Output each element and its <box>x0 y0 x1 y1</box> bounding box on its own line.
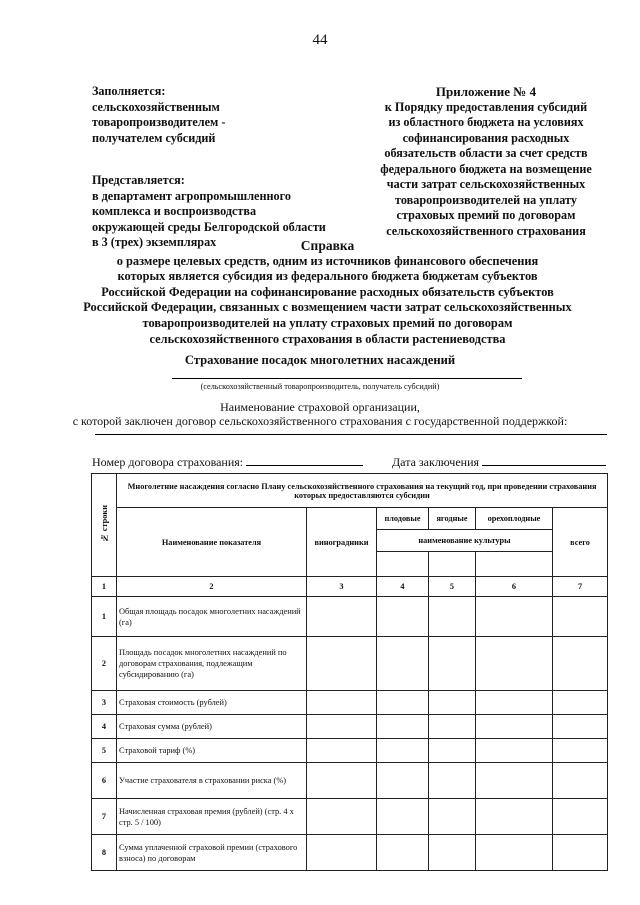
table-row <box>92 799 608 835</box>
contract-number-label: Номер договора страхования: <box>92 455 244 469</box>
value-cell[interactable] <box>476 799 553 835</box>
col-number: 3 <box>307 577 377 597</box>
value-cell[interactable] <box>476 691 553 715</box>
table-row <box>92 715 608 739</box>
table-row <box>92 763 608 799</box>
certificate-line: сельскохозяйственного страхования в области растениеводства <box>149 331 506 346</box>
value-cell[interactable] <box>307 739 377 763</box>
col-number: 4 <box>377 577 429 597</box>
row-label: Страховая сумма (рублей) <box>117 715 307 739</box>
appendix-line: из областного бюджета на условиях <box>388 115 584 129</box>
certificate-title: Справка <box>300 238 355 253</box>
value-cell[interactable] <box>476 597 553 637</box>
value-cell[interactable] <box>377 799 429 835</box>
value-cell[interactable] <box>476 763 553 799</box>
value-cell[interactable] <box>429 739 476 763</box>
row-no: 1 <box>92 597 117 637</box>
appendix-line: сельскохозяйственного страхования <box>386 223 586 238</box>
value-cell[interactable] <box>307 691 377 715</box>
insurance-title: Страхование посадок многолетних насаждений <box>184 353 456 367</box>
value-cell[interactable] <box>377 739 429 763</box>
row-label: Общая площадь посадок многолетних насаждений (га) <box>117 597 307 637</box>
col-number: 5 <box>429 577 476 597</box>
col-number: 2 <box>117 577 307 597</box>
value-cell[interactable] <box>429 597 476 637</box>
page-number: 44 <box>312 32 328 48</box>
submitted-line: в департамент агропромышленного <box>92 188 291 203</box>
value-cell[interactable] <box>377 835 429 871</box>
value-cell[interactable] <box>377 691 429 715</box>
conclusion-date-row <box>392 455 606 470</box>
value-cell[interactable] <box>429 835 476 871</box>
value-cell[interactable] <box>429 799 476 835</box>
certificate-line: Российской Федерации на софинансирование расходных обязательств субъектов <box>101 284 554 299</box>
appendix-line: обязательств области за счет средств <box>384 146 588 160</box>
value-cell[interactable] <box>553 597 608 637</box>
crop-name-cell[interactable] <box>377 552 429 577</box>
conclusion-date-field[interactable] <box>482 455 606 466</box>
vineyards-header: виноградники <box>307 508 377 577</box>
filled-by-line: Заполняется: <box>92 84 166 98</box>
filled-by-line: получателем субсидий <box>92 130 216 145</box>
org-fill-line[interactable] <box>95 434 607 435</box>
fruit-header: плодовые <box>377 508 429 530</box>
org-sub-label: с которой заключен договор сельскохозяйственного страхования с государственной поддержкой: <box>72 414 568 428</box>
value-cell[interactable] <box>553 691 608 715</box>
value-cell[interactable] <box>307 715 377 739</box>
row-no: 5 <box>92 739 117 763</box>
submitted-line: в 3 (трех) экземплярах <box>92 235 217 249</box>
row-label: Страховой тариф (%) <box>117 739 307 763</box>
row-no: 4 <box>92 715 117 739</box>
submitted-line: Представляется: <box>92 173 185 187</box>
certificate-line: товаропроизводителей на уплату страховых премий по договорам <box>142 315 513 330</box>
appendix-line: части затрат сельскохозяйственных <box>386 177 586 191</box>
producer-fill-line[interactable] <box>172 378 522 379</box>
value-cell[interactable] <box>553 799 608 835</box>
berry-header: ягодные <box>429 508 476 530</box>
row-label: Площадь посадок многолетних насаждений по договорам страхования, подлежащим субсидированию (га) <box>117 637 307 691</box>
subsidy-table <box>91 473 608 871</box>
filled-by-line: товаропроизводителем - <box>92 115 226 129</box>
table-row <box>92 739 608 763</box>
value-cell[interactable] <box>553 763 608 799</box>
value-cell[interactable] <box>553 715 608 739</box>
value-cell[interactable] <box>429 637 476 691</box>
value-cell[interactable] <box>429 763 476 799</box>
total-header: всего <box>553 508 608 577</box>
value-cell[interactable] <box>377 715 429 739</box>
table-row <box>92 637 608 691</box>
crop-name-cell[interactable] <box>429 552 476 577</box>
value-cell[interactable] <box>377 637 429 691</box>
row-number-header: № строки <box>92 474 117 577</box>
value-cell[interactable] <box>377 597 429 637</box>
crop-name-header: наименование культуры <box>377 530 553 552</box>
value-cell[interactable] <box>377 763 429 799</box>
indicator-header: Наименование показателя <box>117 508 307 577</box>
row-label: Участие страхователя в страховании риска (%) <box>117 763 307 799</box>
right-header <box>358 84 614 239</box>
row-label: Страховая стоимость (рублей) <box>117 691 307 715</box>
filled-by-line: сельскохозяйственным <box>92 99 220 114</box>
value-cell[interactable] <box>476 739 553 763</box>
certificate-line: о размере целевых средств, одним из источников финансового обеспечения <box>116 253 539 268</box>
row-label: Сумма уплаченной страховой премии (страхового взноса) по договорам <box>117 835 307 871</box>
value-cell[interactable] <box>307 597 377 637</box>
value-cell[interactable] <box>307 763 377 799</box>
row-no: 6 <box>92 763 117 799</box>
table-row <box>92 597 608 637</box>
row-no: 2 <box>92 637 117 691</box>
value-cell[interactable] <box>307 835 377 871</box>
col-number: 7 <box>553 577 608 597</box>
table-row <box>92 835 608 871</box>
appendix-title: Приложение № 4 <box>435 84 537 99</box>
crop-name-cell[interactable] <box>476 552 553 577</box>
row-label: Начисленная страховая премия (рублей) (стр. 4 х стр. 5 / 100) <box>117 799 307 835</box>
row-no: 7 <box>92 799 117 835</box>
submitted-line: окружающей среды Белгородской области <box>92 219 326 234</box>
submitted-line: комплекса и воспроизводства <box>92 204 257 218</box>
appendix-line: софинансирования расходных <box>402 130 570 145</box>
value-cell[interactable] <box>429 715 476 739</box>
table-row <box>92 691 608 715</box>
producer-caption: (сельскохозяйственный товаропроизводитель, получатель субсидий) <box>200 382 440 391</box>
value-cell[interactable] <box>476 715 553 739</box>
col-number: 1 <box>92 577 117 597</box>
value-cell[interactable] <box>476 835 553 871</box>
value-cell[interactable] <box>307 637 377 691</box>
contract-number-field[interactable] <box>246 455 363 466</box>
certificate-line: которых является субсидия из федерального бюджета бюджетам субъектов <box>117 269 538 284</box>
left-header <box>92 84 352 251</box>
appendix-line: федерального бюджета на возмещение <box>380 161 592 176</box>
nut-header: орехоплодные <box>476 508 553 530</box>
col-number: 6 <box>476 577 553 597</box>
contract-number-row <box>92 455 363 470</box>
row-no: 3 <box>92 691 117 715</box>
value-cell[interactable] <box>429 691 476 715</box>
certificate-line: Российской Федерации, связанных с возмещением части затрат сельскохозяйственных <box>83 300 572 315</box>
appendix-line: к Порядку предоставления субсидий <box>384 99 588 114</box>
value-cell[interactable] <box>553 835 608 871</box>
appendix-line: страховых премий по договорам <box>396 208 576 222</box>
value-cell[interactable] <box>553 739 608 763</box>
org-name-label: Наименование страховой организации, <box>220 400 420 414</box>
appendix-line: товаропроизводителей на уплату <box>395 192 577 207</box>
value-cell[interactable] <box>476 637 553 691</box>
certificate-heading <box>40 238 615 347</box>
value-cell[interactable] <box>307 799 377 835</box>
conclusion-date-label: Дата заключения <box>392 455 480 469</box>
value-cell[interactable] <box>553 637 608 691</box>
row-no: 8 <box>92 835 117 871</box>
plantings-group-header: Многолетние насаждения согласно Плану сельскохозяйственного страхования на текущий год, при проведении страхования которых предоставляются субсидии <box>117 474 608 508</box>
